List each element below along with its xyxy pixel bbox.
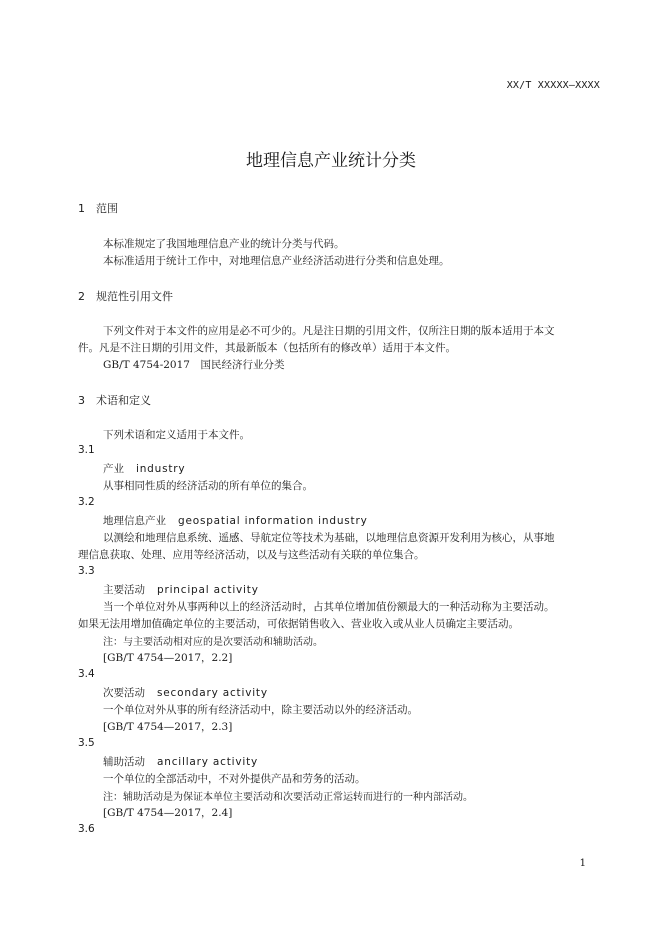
term-zh: 地理信息产业 [103, 515, 166, 527]
term-note [103, 633, 323, 648]
term-source: [GB/T 4754—2017，2.3] [103, 721, 233, 733]
reference-item: GB/T 4754-2017 国民经济行业分类 [103, 359, 285, 371]
term-en: industry [136, 463, 186, 475]
term-en: principal activity [157, 584, 259, 596]
note-label: 注： [103, 792, 123, 803]
term-definition: 一个单位的全部活动中，不对外提供产品和劳务的活动。 [103, 773, 366, 785]
section-heading-scope [78, 200, 118, 216]
paragraph: 下列术语和定义适用于本文件。 [103, 429, 250, 441]
term-definition: 理信息获取、处理、应用等经济活动，以及与这些活动有关联的单位集合。 [78, 549, 425, 561]
note-text: 与主要活动相对应的是次要活动和辅助活动。 [123, 637, 323, 648]
section-title: 范围 [96, 202, 118, 215]
term-number: 3.4 [78, 668, 95, 680]
term-zh: 次要活动 [103, 687, 145, 699]
term-zh: 产业 [103, 463, 124, 475]
section-number: 1 [78, 202, 85, 215]
term-note [103, 788, 473, 803]
paragraph: 件。凡是不注日期的引用文件，其最新版本（包括所有的修改单）适用于本文件。 [78, 342, 456, 354]
term-definition: 当一个单位对外从事两种以上的经济活动时，占其单位增加值份额最大的一种活动称为主要活动。 [103, 601, 555, 613]
term-source: [GB/T 4754—2017，2.2] [103, 652, 233, 664]
section-heading-terms [78, 392, 151, 408]
paragraph: 本标准适用于统计工作中，对地理信息产业经济活动进行分类和信息处理。 [103, 255, 450, 267]
section-number: 2 [78, 290, 85, 303]
term-definition: 一个单位对外从事的所有经济活动中，除主要活动以外的经济活动。 [103, 704, 418, 716]
term-number: 3.3 [78, 565, 95, 577]
term-heading [103, 461, 185, 476]
note-text: 辅助活动是为保证本单位主要活动和次要活动正常运转而进行的一种内部活动。 [123, 792, 473, 803]
paragraph: 本标准规定了我国地理信息产业的统计分类与代码。 [103, 238, 345, 250]
term-number: 3.5 [78, 737, 95, 749]
section-title: 术语和定义 [96, 394, 151, 407]
term-zh: 辅助活动 [103, 756, 145, 768]
term-number: 3.2 [78, 496, 95, 508]
term-definition: 从事相同性质的经济活动的所有单位的集合。 [103, 480, 313, 492]
page-number: 1 [579, 858, 586, 869]
term-zh: 主要活动 [103, 584, 145, 596]
document-title: 地理信息产业统计分类 [246, 151, 416, 171]
term-heading [103, 582, 259, 597]
term-source: [GB/T 4754—2017，2.4] [103, 807, 233, 819]
term-heading [103, 513, 368, 528]
section-title: 规范性引用文件 [96, 290, 173, 303]
term-heading [103, 754, 258, 769]
section-heading-normative-references [78, 288, 173, 304]
paragraph: 下列文件对于本文件的应用是必不可少的。凡是注日期的引用文件，仅所注日期的版本适用于本文 [103, 325, 555, 337]
term-en: geospatial information industry [178, 515, 368, 527]
section-number: 3 [78, 394, 85, 407]
term-en: ancillary activity [157, 756, 259, 768]
term-en: secondary activity [157, 687, 268, 699]
term-definition: 以测绘和地理信息系统、遥感、导航定位等技术为基础，以地理信息资源开发利用为核心，从事地 [103, 532, 555, 544]
term-heading [103, 685, 268, 700]
term-number: 3.6 [78, 823, 95, 835]
standard-code: XX/T XXXXX—XXXX [506, 80, 600, 91]
term-definition: 如果无法用增加值确定单位的主要活动，可依据销售收入、营业收入或从业人员确定主要活动。 [78, 618, 519, 630]
term-number: 3.1 [78, 444, 95, 456]
note-label: 注： [103, 637, 123, 648]
